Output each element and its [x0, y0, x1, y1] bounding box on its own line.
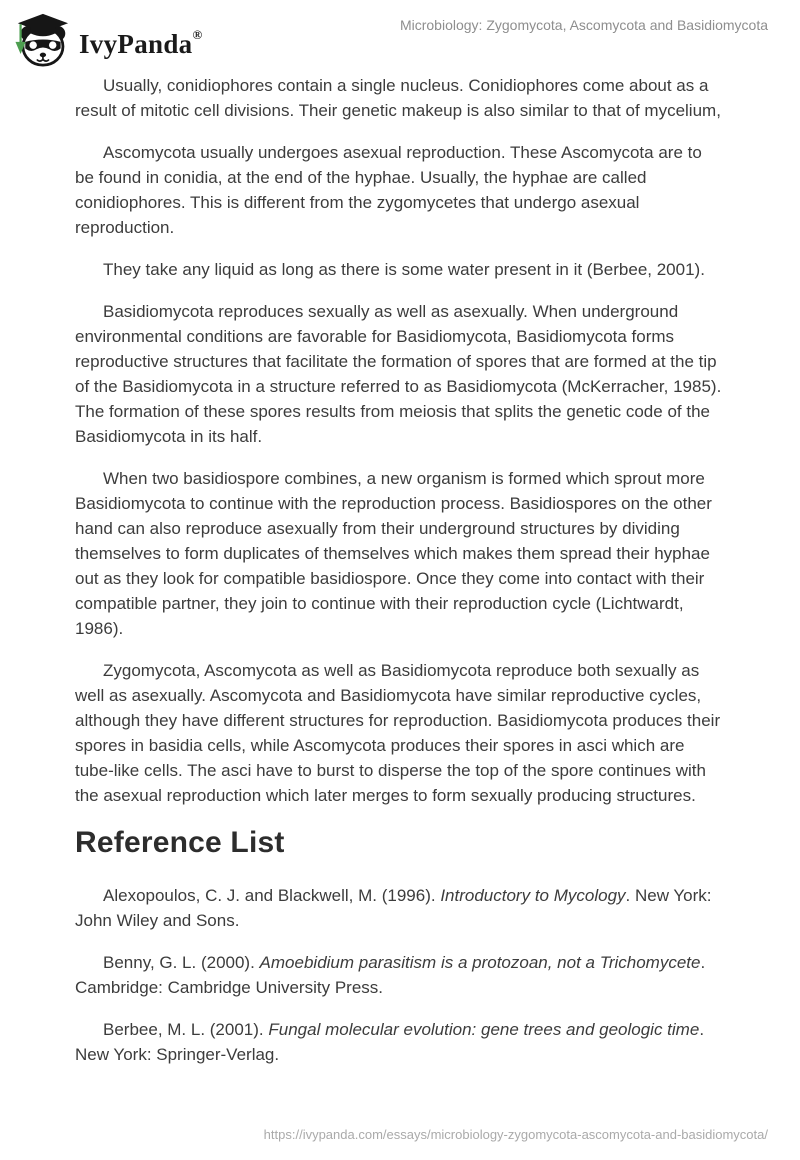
- reference-publisher: . New York: Springer-Verlag.: [75, 1020, 705, 1064]
- reference-item: [75, 883, 725, 933]
- reference-publisher: . New York: John Wiley and Sons.: [75, 886, 712, 930]
- reference-title: Fungal molecular evolution: gene trees and geologic time: [268, 1020, 700, 1039]
- reference-authors: Alexopoulos, C. J. and Blackwell, M. (1996).: [103, 886, 441, 905]
- ivypanda-panda-logo-icon: [14, 13, 70, 67]
- paragraph: They take any liquid as long as there is some water present in it (Berbee, 2001).: [103, 260, 705, 279]
- essay-content: [75, 73, 725, 1084]
- reference-item: [75, 950, 725, 1000]
- paragraph: Zygomycota, Ascomycota as well as Basidiomycota reproduce both sexually as well as asexually. Ascomycota and Basidiomycota have similar reproductive cycles, although they have different structures for reproduction. Basidiomycota produces their spores in basidia cells, while Ascomycota produces their spores in asci which are tube-like cells. The asci have to burst to disperse the top of the spore continues with the asexual reproduction which later merges to form sexually producing structures.: [75, 661, 721, 805]
- document-title: Microbiology: Zygomycota, Ascomycota and Basidiomycota: [399, 17, 768, 33]
- reference-authors: Berbee, M. L. (2001).: [103, 1020, 269, 1039]
- paragraph: Basidiomycota reproduces sexually as well as asexually. When underground environmental conditions are favorable for Basidiomycota, Basidiomycota forms reproductive structures that facilitate the formation of spores that are formed at the tip of the Basidiomycota in a structure referred to as Basidiomycota (McKerracher, 1985). The formation of these spores results from meiosis that splits the genetic code of the Basidiomycota in its half.: [75, 302, 722, 446]
- registered-trademark: ®: [192, 27, 203, 42]
- reference-publisher: . Cambridge: Cambridge University Press.: [75, 953, 706, 997]
- source-url: https://ivypanda.com/essays/microbiology-zygomycota-ascomycota-and-basidiomycota/: [263, 1127, 768, 1142]
- brand-name: IvyPanda®: [79, 27, 203, 59]
- paragraph: Ascomycota usually undergoes asexual reproduction. These Ascomycota are to be found in conidia, at the end of the hyphae. Usually, the hyphae are called conidiophores. This is different from the zygomycetes that undergo asexual reproduction.: [75, 143, 702, 237]
- brand: [14, 8, 202, 71]
- paragraph: When two basidiospore combines, a new organism is formed which sprout more Basidiomycota to continue with the reproduction process. Basidiospores on the other hand can also reproduce asexually from their underground structures by dividing themselves to form duplicates of themselves which makes them spread their hyphae out as they look for compatible basidiospore. Once they come into contact with their compatible partner, they join to continue with their reproduction cycle (Lichtwardt, 1986).: [75, 469, 712, 638]
- reference-title: Amoebidium parasitism is a protozoan, not a Trichomycete: [259, 953, 701, 972]
- reference-item: [75, 1017, 725, 1067]
- paragraph: Usually, conidiophores contain a single nucleus. Conidiophores come about as a result of mitotic cell divisions. Their genetic makeup is also similar to that of mycelium,: [75, 76, 721, 120]
- reference-authors: Benny, G. L. (2000).: [103, 953, 260, 972]
- reference-title: Introductory to Mycology: [440, 886, 626, 905]
- reference-list-heading: Reference List: [75, 826, 285, 859]
